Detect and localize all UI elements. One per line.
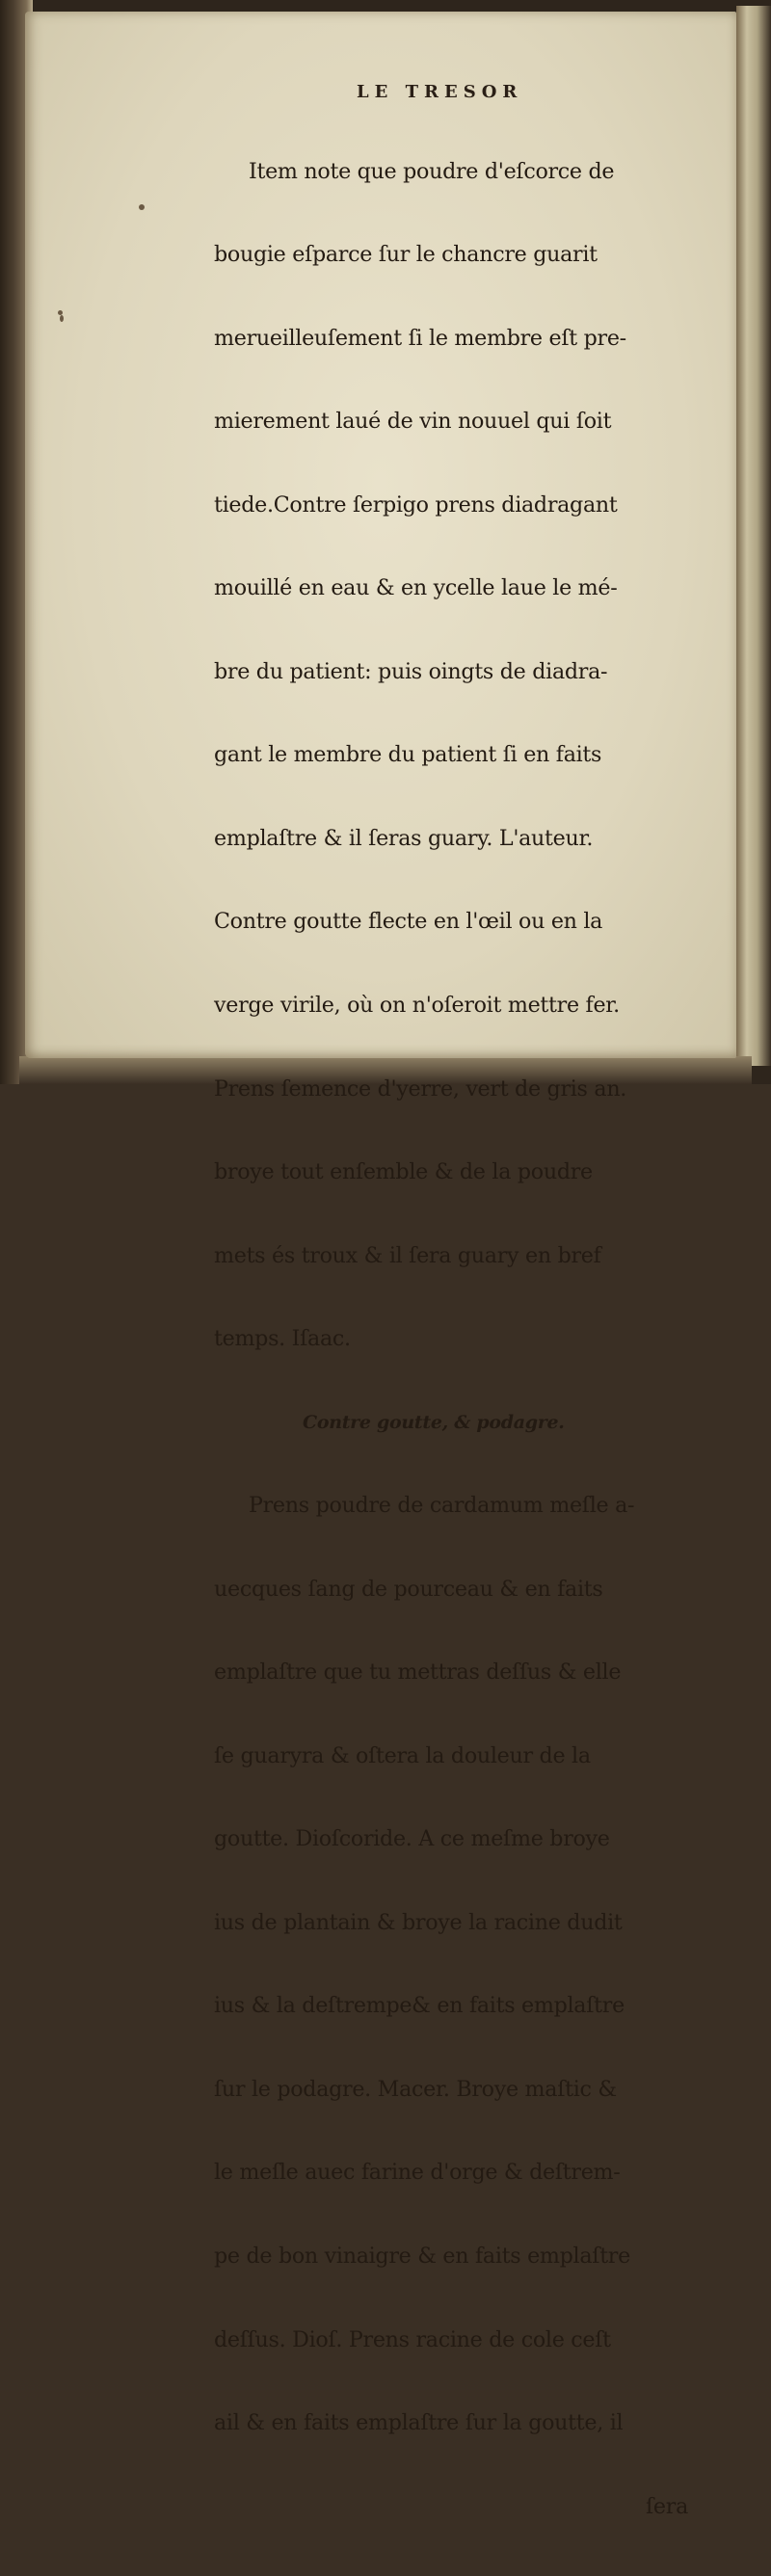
text-line: Contre goutte flecte en l'œil ou en la — [214, 909, 603, 935]
text-line: broye tout enſemble & de la poudre — [214, 1159, 593, 1185]
ink-spot — [139, 204, 145, 210]
text-line: ſe guaryra & oſtera la douleur de la — [214, 1742, 591, 1768]
text-line: ſur le podagre. Macer. Broye maſtic & — [214, 2076, 617, 2102]
text-line: bre du patient: puis oingts de diadra- — [214, 658, 608, 684]
text-line: goutte. Dioſcoride. A ce meſme broye — [214, 1826, 610, 1852]
running-head: LE TRESOR — [357, 82, 523, 102]
text-line: merueilleuſement ſi le membre eſt pre- — [214, 325, 626, 351]
section-heading: Contre goutte, & podagre. — [303, 1411, 565, 1433]
text-line: mets és troux & il ſera guary en bref — [214, 1242, 601, 1268]
text-line: ail & en faits emplaſtre ſur la goutte, il — [214, 2410, 624, 2436]
page-text — [214, 102, 707, 2576]
facing-page-edge — [736, 6, 771, 1066]
text-line: gant le membre du patient ſi en faits — [214, 742, 602, 768]
ink-spot — [60, 315, 64, 322]
text-line: Item note que poudre d'eſcorce de — [249, 158, 615, 184]
text-line: emplaſtre que tu mettras deſſus & elle — [214, 1660, 622, 1686]
text-line: verge virile, où on n'oſeroit mettre fer. — [214, 993, 620, 1018]
text-line: bougie eſparce ſur le chancre guarit — [214, 242, 598, 268]
text-line: temps. Iſaac. — [214, 1326, 351, 1352]
text-line: ius & la deſtrempe& en faits emplaſtre — [214, 1993, 625, 2019]
text-line: ius de plantain & broye la racine dudit — [214, 1909, 623, 1935]
text-line: pe de bon vinaigre & en faits emplaſtre — [214, 2243, 630, 2269]
text-line: uecques ſang de pourceau & en faits — [214, 1576, 603, 1602]
text-line: Prens poudre de cardamum meſle a- — [249, 1493, 635, 1519]
text-line: emplaſtre & il ſeras guary. L'auteur. — [214, 825, 594, 851]
text-line: le meſle auec farine d'orge & deſtrem- — [214, 2160, 621, 2186]
catchword: ſera — [646, 2493, 688, 2519]
text-line: mouillé en eau & en ycelle laue le mé- — [214, 575, 618, 601]
text-line: tiede.Contre ſerpigo prens diadragant — [214, 491, 618, 518]
text-line: deſſus. Dioſ. Prens racine de cole ceſt — [214, 2326, 611, 2352]
text-line: Prens ſemence d'yerre, vert de gris an. — [214, 1076, 627, 1102]
text-line: mierement laué de vin nouuel qui ſoit — [214, 409, 612, 435]
